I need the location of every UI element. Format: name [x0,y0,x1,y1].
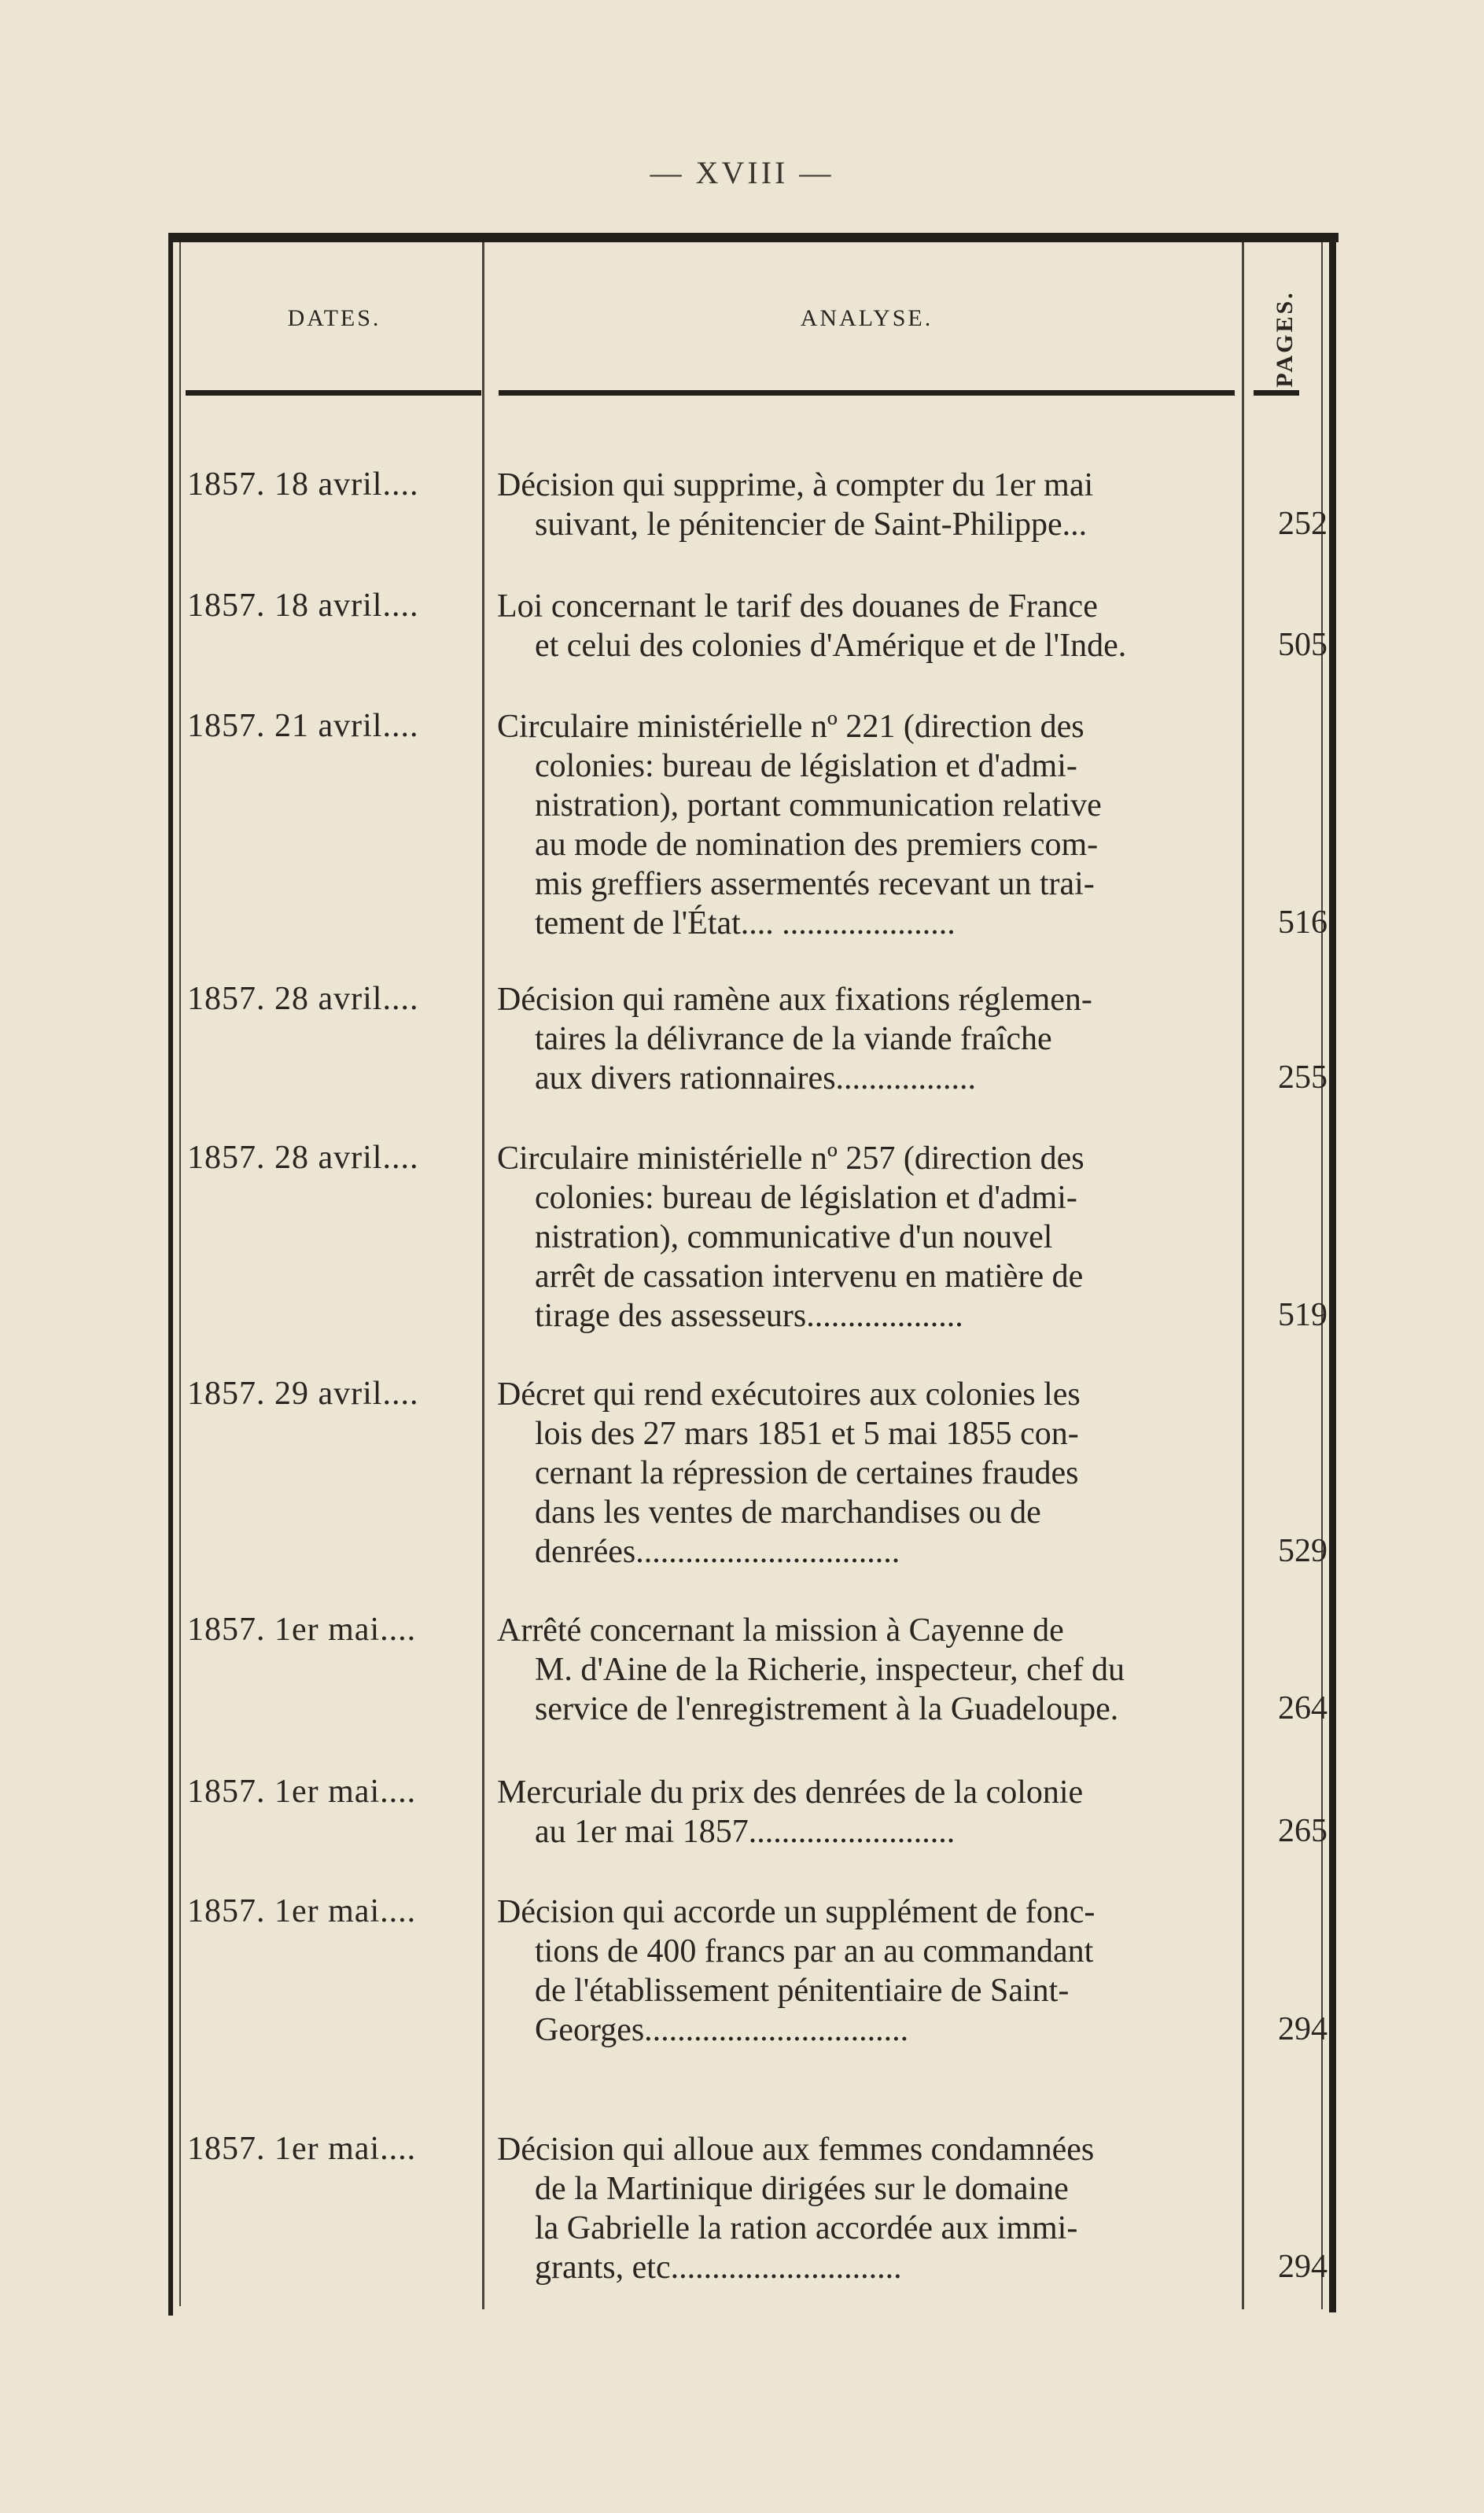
analysis-line: mis greffiers assermentés recevant un trai- [535,866,1095,902]
analysis-line: Décision qui alloue aux femmes condamnées [497,2132,1095,2168]
entry-analysis [497,466,1227,544]
analysis-line: Arrêté concernant la mission à Cayenne de [497,1612,1064,1649]
entry-date: 1857. 1er mai.... [187,2131,417,2167]
analysis-line: aux divers rationnaires................. [535,1060,977,1096]
analysis-line: la Gabrielle la ration accordée aux immi- [535,2210,1078,2246]
header-rule-dates [186,390,481,396]
entry-date: 1857. 18 avril.... [187,588,419,624]
analysis-line: cernant la répression de certaines fraudes [535,1455,1079,1491]
analysis-line: Mercuriale du prix des denrées de la colonie [497,1774,1084,1811]
entry-analysis [497,587,1227,665]
entry-analysis [497,1375,1227,1572]
analysis-line: de l'établissement pénitentiaire de Saint- [535,1973,1070,2009]
analysis-line: Circulaire ministérielle nº 221 (direction des [497,709,1084,745]
analysis-line: Décision qui accorde un supplément de fonc- [497,1894,1096,1930]
entry-page-number: 265 [1278,1813,1327,1849]
entry-analysis [497,2130,1227,2287]
column-header-pages-label: PAGES. [1272,290,1298,388]
analysis-line: taires la délivrance de la viande fraîche [535,1021,1052,1057]
entry-analysis [497,1611,1227,1729]
entry-page-number: 505 [1278,627,1327,663]
analysis-line: Circulaire ministérielle nº 257 (direction des [497,1140,1084,1177]
entry-page-number: 519 [1278,1297,1327,1333]
analysis-line: arrêt de cassation intervenu en matière de [535,1258,1084,1295]
column-header-dates: DATES. [287,305,381,331]
entry-page-number: 516 [1278,905,1327,941]
analysis-line: au 1er mai 1857......................... [535,1814,956,1850]
analysis-line: denrées................................ [535,1534,900,1570]
entry-page-number: 294 [1278,2011,1327,2047]
index-table [168,233,1340,2309]
table-left-rule [168,239,173,2316]
entry-date: 1857. 1er mai.... [187,1774,417,1810]
analysis-line: grants, etc............................ [535,2250,902,2286]
analysis-line: dans les ventes de marchandises ou de [535,1494,1041,1531]
analysis-line: et celui des colonies d'Amérique et de l'Inde. [535,628,1127,664]
column-divider-analyse [1242,242,1244,2309]
analysis-line: tement de l'État.... ..................... [535,905,956,941]
analysis-line: nistration), communicative d'un nouvel [535,1219,1053,1255]
entry-analysis [497,1892,1227,2050]
entry-analysis [497,1139,1227,1336]
analysis-line: nistration), portant communication relative [535,787,1102,824]
entry-page-number: 255 [1278,1059,1327,1096]
analysis-line: colonies: bureau de législation et d'admi- [535,1180,1077,1216]
entry-analysis [497,1773,1227,1852]
table-left-inner-rule [179,242,181,2306]
analysis-line: suivant, le pénitencier de Saint-Philippe... [535,507,1088,543]
analysis-line: tirage des assesseurs................... [535,1298,963,1334]
analysis-line: Décision qui supprime, à compter du 1er mai [497,467,1094,503]
analysis-line: de la Martinique dirigées sur le domaine [535,2171,1069,2207]
analysis-line: service de l'enregistrement à la Guadeloupe. [535,1691,1119,1727]
table-right-rule [1329,236,1336,2312]
entry-date: 1857. 1er mai.... [187,1893,417,1929]
entry-date: 1857. 28 avril.... [187,981,419,1017]
analysis-line: Loi concernant le tarif des douanes de France [497,588,1098,625]
header-rule-analyse [499,390,1235,396]
entry-date: 1857. 1er mai.... [187,1612,417,1648]
entry-analysis [497,980,1227,1098]
analysis-line: colonies: bureau de législation et d'admi- [535,748,1077,784]
analysis-line: Décret qui rend exécutoires aux colonies les [497,1376,1081,1413]
analysis-line: lois des 27 mars 1851 et 5 mai 1855 con- [535,1416,1079,1452]
analysis-line: Décision qui ramène aux fixations réglemen- [497,982,1092,1018]
column-header-pages [1254,280,1316,398]
entry-date: 1857. 18 avril.... [187,466,419,503]
analysis-line: Georges................................ [535,2012,909,2048]
column-divider-dates [482,242,484,2309]
entry-date: 1857. 21 avril.... [187,708,419,744]
entry-page-number: 252 [1278,506,1327,542]
entry-analysis [497,707,1227,943]
entry-page-number: 264 [1278,1690,1327,1726]
entry-date: 1857. 28 avril.... [187,1140,419,1176]
entry-date: 1857. 29 avril.... [187,1376,419,1412]
entry-page-number: 294 [1278,2249,1327,2285]
analysis-line: tions de 400 francs par an au commandant [535,1933,1094,1969]
analysis-line: au mode de nomination des premiers com- [535,827,1099,863]
entry-page-number: 529 [1278,1533,1327,1569]
header-rule-pages [1254,390,1299,396]
analysis-line: M. d'Aine de la Richerie, inspecteur, chef du [535,1652,1125,1688]
table-top-rule [168,233,1339,242]
column-header-analyse: ANALYSE. [800,305,933,331]
page-header: — XVIII — [650,155,834,190]
column-divider-pages [1321,242,1323,2309]
